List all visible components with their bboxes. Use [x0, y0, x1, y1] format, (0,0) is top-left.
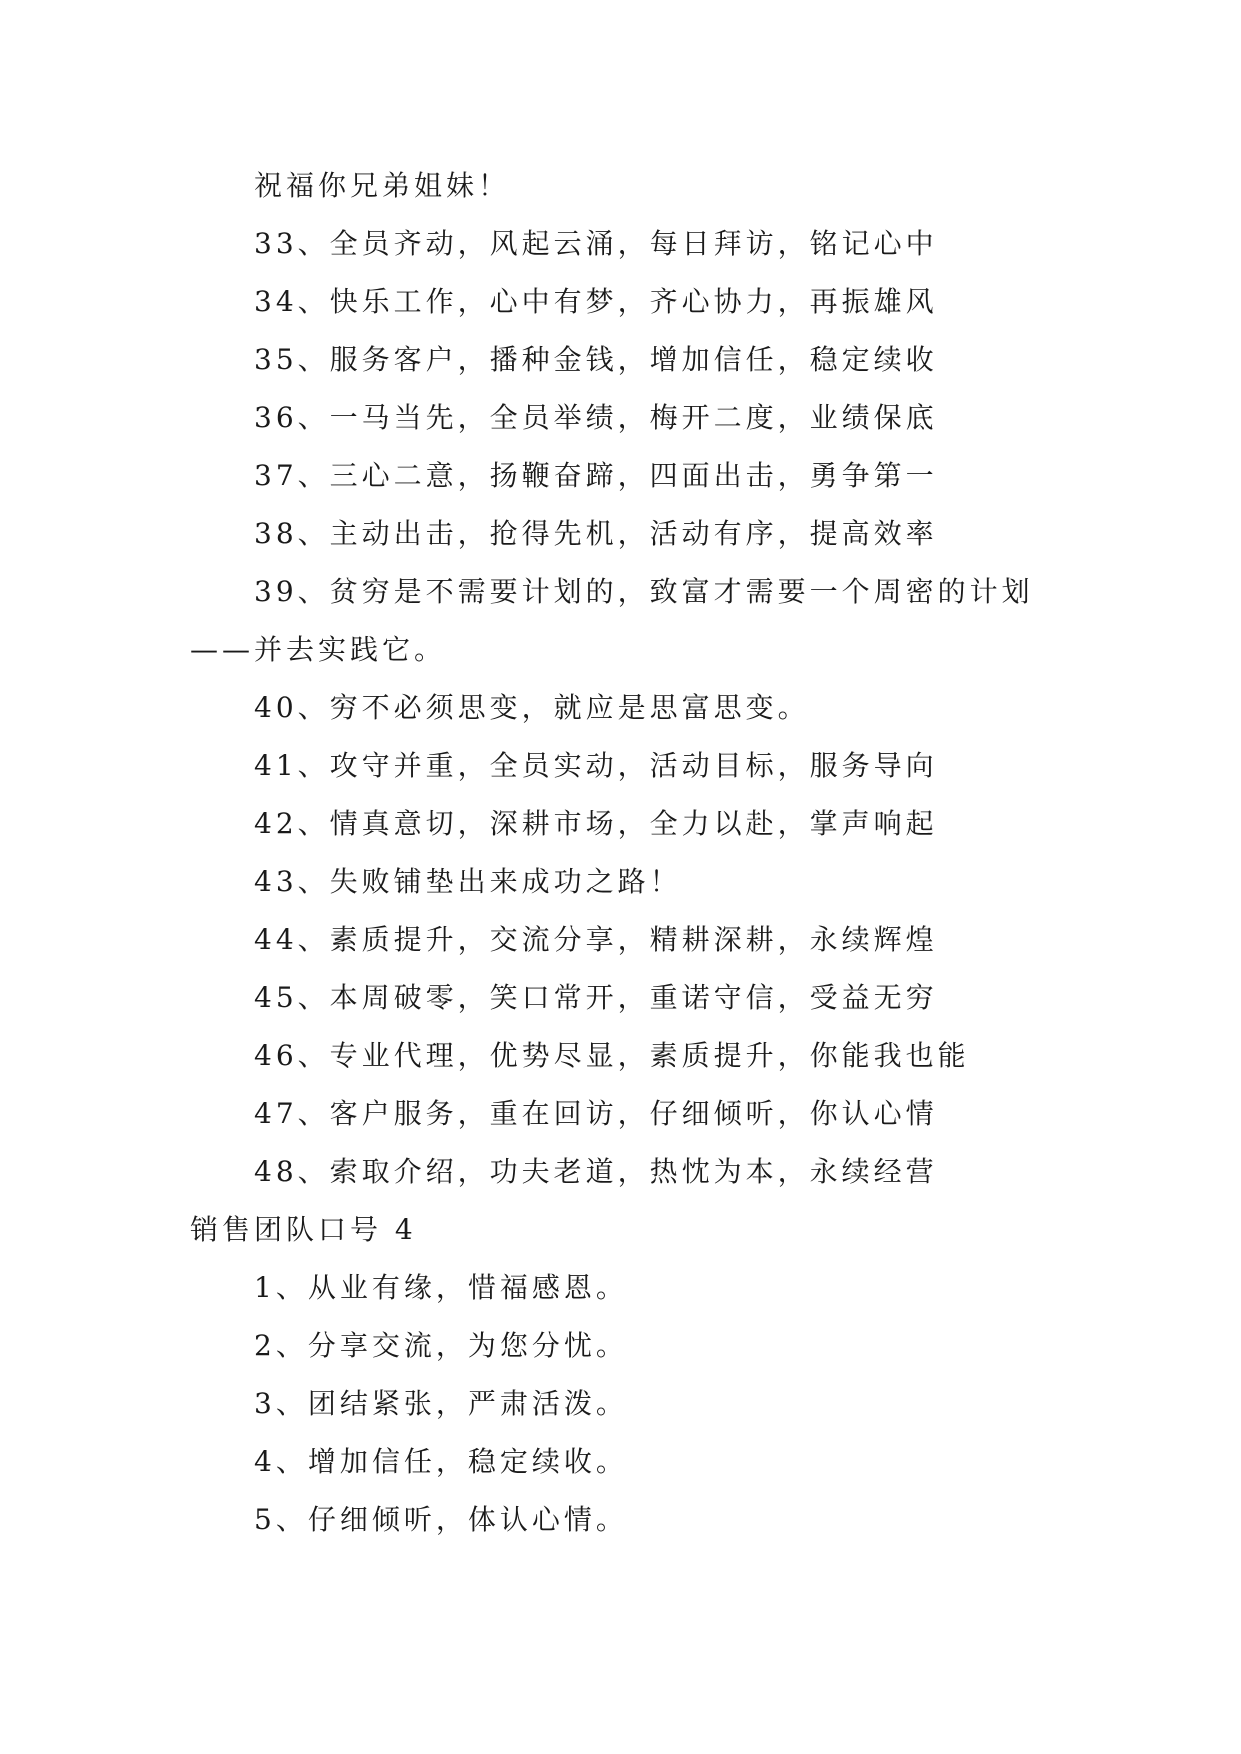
section-heading: 销售团队口号 4	[190, 1213, 417, 1246]
text-line: 42、情真意切，深耕市场，全力以赴，掌声响起	[254, 807, 938, 840]
text-line: 45、本周破零，笑口常开，重诺守信，受益无穷	[254, 981, 938, 1014]
text-line: 38、主动出击，抢得先机，活动有序，提高效率	[254, 517, 938, 550]
list-item: 3、团结紧张，严肃活泼。	[254, 1387, 628, 1420]
text-line: 41、攻守并重，全员实动，活动目标，服务导向	[254, 749, 938, 782]
text-line: ——并去实践它。	[190, 633, 447, 666]
text-line: 33、全员齐动，风起云涌，每日拜访，铭记心中	[254, 227, 938, 260]
text-line: 37、三心二意，扬鞭奋蹄，四面出击，勇争第一	[254, 459, 938, 492]
text-line: 44、素质提升，交流分享，精耕深耕，永续辉煌	[254, 923, 938, 956]
text-line: 39、贫穷是不需要计划的，致富才需要一个周密的计划	[254, 575, 1034, 608]
text-line: 47、客户服务，重在回访，仔细倾听，你认心情	[254, 1097, 938, 1130]
text-line: 40、穷不必须思变，就应是思富思变。	[254, 691, 810, 724]
text-line: 48、索取介绍，功夫老道，热忱为本，永续经营	[254, 1155, 938, 1188]
list-item: 1、从业有缘，惜福感恩。	[254, 1271, 628, 1304]
text-line: 35、服务客户，播种金钱，增加信任，稳定续收	[254, 343, 938, 376]
list-item: 5、仔细倾听，体认心情。	[254, 1503, 628, 1536]
text-line: 祝福你兄弟姐妹！	[254, 169, 511, 202]
text-line: 46、专业代理，优势尽显，素质提升，你能我也能	[254, 1039, 970, 1072]
text-line: 34、快乐工作，心中有梦，齐心协力，再振雄风	[254, 285, 938, 318]
text-line: 43、失败铺垫出来成功之路！	[254, 865, 682, 898]
list-item: 2、分享交流，为您分忧。	[254, 1329, 628, 1362]
list-item: 4、增加信任，稳定续收。	[254, 1445, 628, 1478]
text-line: 36、一马当先，全员举绩，梅开二度，业绩保底	[254, 401, 938, 434]
